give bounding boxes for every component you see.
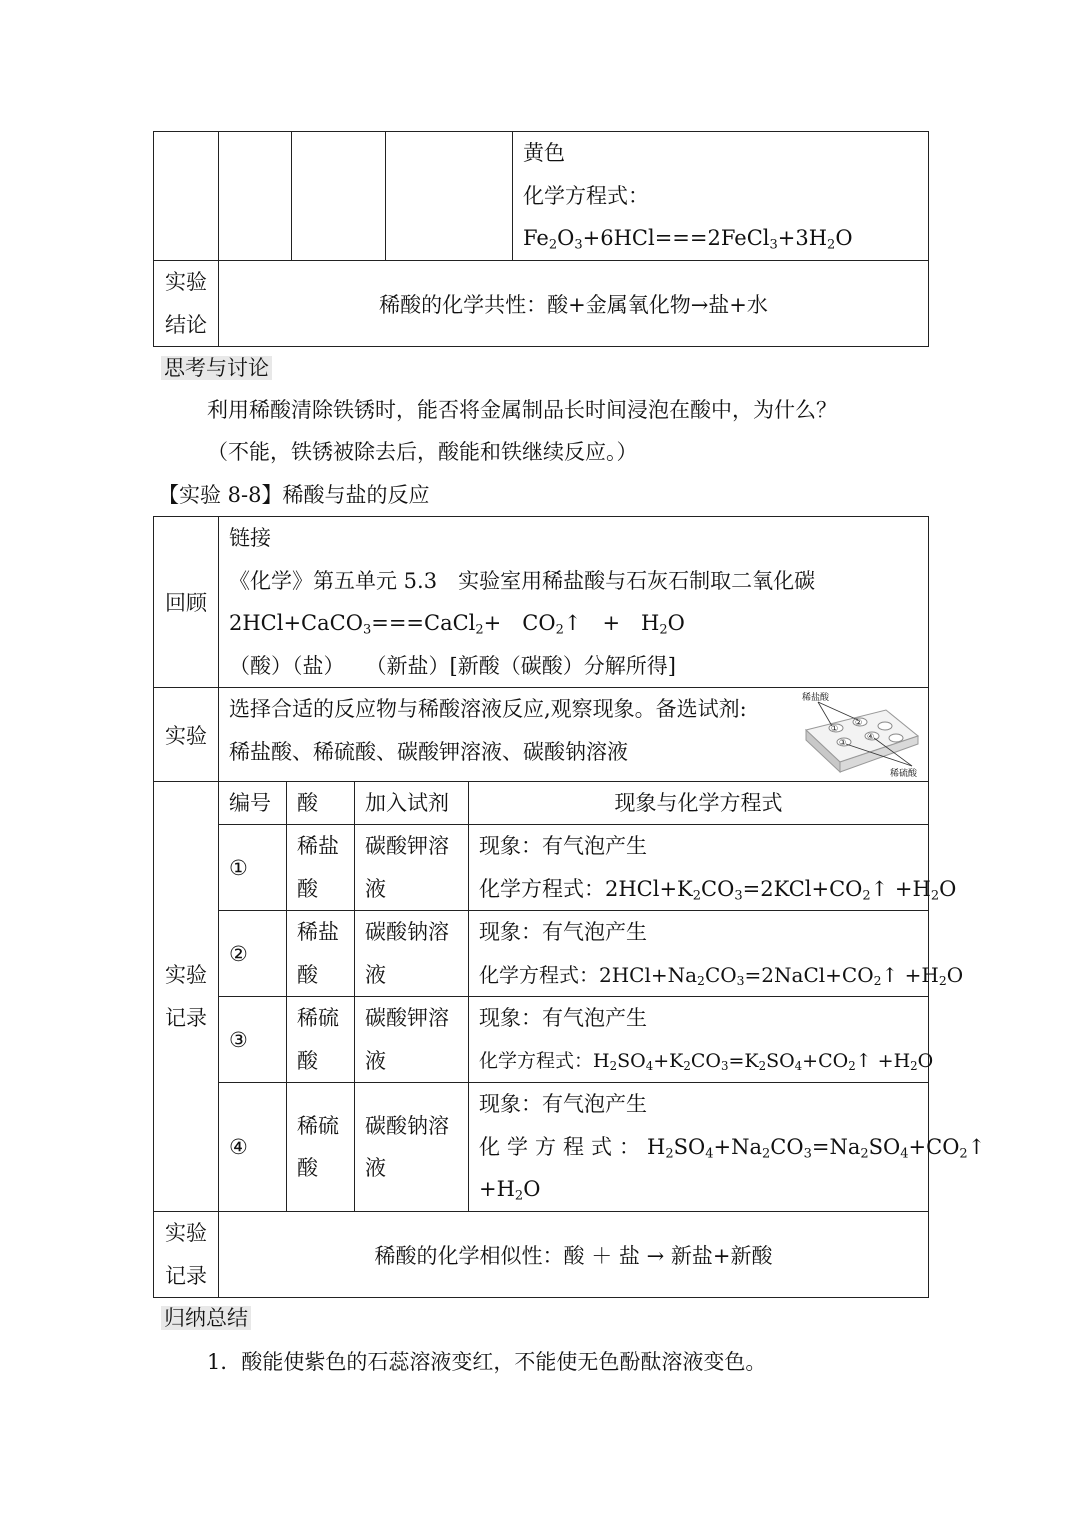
header-reagent: 加入试剂 [355, 782, 469, 825]
row-equation: 化学方程式：$2HCl+K_2CO_3=2KCl+CO_2↑ +H_2O$ [479, 876, 957, 903]
link-text: 链接 [229, 526, 271, 550]
row-equation: 化学方程式：$2HCl+Na_2CO_3=2NaCl+CO_2↑ +H_2O$ [479, 962, 964, 988]
conclusion-text: 稀酸的化学共性：酸+金属氧化物→盐+水 [219, 261, 929, 347]
plate-label-top: 稀盐酸 [802, 693, 830, 703]
empty-cell [154, 132, 219, 261]
review-content [219, 517, 929, 688]
discussion-question: 利用稀酸清除铁锈时，能否将金属制品长时间浸泡在酸中，为什么？ [207, 398, 837, 422]
row-acid: 稀硫 酸 [287, 997, 355, 1083]
row-number: ③ [219, 997, 287, 1083]
header-acid: 酸 [287, 782, 355, 825]
experiment-title: 【实验 8-8】稀酸与盐的反应 [158, 483, 430, 507]
experiment-content [219, 688, 929, 782]
reference-text: 《化学》第五单元 5.3 实验室用稀盐酸与石灰石制取二氧化碳 [229, 568, 816, 593]
experiment-table [153, 516, 986, 1298]
row-reagent: 碳酸钾溶 液 [355, 825, 469, 911]
header-phenomenon: 现象与化学方程式 [469, 782, 929, 825]
plate-label-bottom: 稀硫酸 [890, 769, 918, 778]
experiment-label: 实验 [154, 688, 219, 782]
spot-plate-illustration [800, 692, 924, 778]
summary-label: 实验 记录 [154, 1212, 219, 1298]
table-row [154, 825, 929, 911]
row-acid: 稀盐 酸 [287, 911, 355, 997]
table-row [154, 911, 929, 997]
conclusion-label: 实验 结论 [154, 261, 219, 347]
well-2: ② [855, 718, 863, 727]
table-row [154, 997, 929, 1083]
caco3-equation: 2HCl+CaCO$_3$===CaCl$_2$+ $CO_2↑$ + $H_2O$ [229, 611, 685, 638]
conclusion-item-1: 1．酸能使紫色的石蕊溶液变红，不能使无色酚酞溶液变色。 [207, 1350, 767, 1374]
empty-cell [386, 132, 513, 261]
row-phenomenon: 现象：有气泡产生 化学方程式：$2HCl+Na_2CO_3=2NaCl+CO_2↑ +H_2O$ [469, 911, 929, 997]
equation-note: （酸）（盐） （新盐）[新酸（碳酸）分解所得] [229, 653, 676, 678]
conclusion-heading: 归纳总结 [161, 1306, 251, 1330]
header-number: 编号 [219, 782, 287, 825]
row-phenomenon: 现象：有气泡产生 化学方程式：$H_2SO_4+K_2CO_3=K_2SO_4+CO_2↑ +H_2O$ [469, 997, 929, 1083]
top-table [153, 131, 929, 347]
experiment-instruction: 选择合适的反应物与稀酸溶液反应,观察现象。备选试剂: [229, 697, 747, 721]
well-3: ③ [839, 738, 847, 747]
continuation-cell [513, 132, 929, 261]
record-label: 实验 记录 [154, 782, 219, 1212]
empty-cell [219, 132, 292, 261]
row-equation: 化学方程式：$H_2SO_4+Na_2CO_3=Na_2SO_4+CO_2↑$ [479, 1134, 986, 1161]
reagent-list: 稀盐酸、稀硫酸、碳酸钾溶液、碳酸钠溶液 [229, 739, 628, 764]
row-phenomenon: 现象：有气泡产生 化学方程式：$2HCl+K_2CO_3=2KCl+CO_2↑ +H_2O$ [469, 825, 929, 911]
row-number: ① [219, 825, 287, 911]
row-number: ② [219, 911, 287, 997]
fe2o3-equation: $Fe_2O_3+6HCl===2FeCl_3+3H_2O$ [523, 226, 853, 253]
row-acid: 稀硫 酸 [287, 1083, 355, 1212]
well-1: ① [831, 724, 839, 733]
row-reagent: 碳酸钠溶 液 [355, 911, 469, 997]
table-row [154, 1083, 929, 1212]
equation-label: 化学方程式： [523, 183, 649, 208]
row-equation-cont: $+H_2O$ [479, 1177, 541, 1204]
discussion-heading: 思考与讨论 [161, 356, 272, 380]
row-number: ④ [219, 1083, 287, 1212]
row-phenomenon: 现象：有气泡产生 化学方程式：$H_2SO_4+Na_2CO_3=Na_2SO_4+CO_2↑$ $+H_2O$ [469, 1083, 929, 1212]
summary-text: 稀酸的化学相似性：酸 ＋ 盐 → 新盐+新酸 [219, 1212, 929, 1298]
row-reagent: 碳酸钾溶 液 [355, 997, 469, 1083]
discussion-answer: （不能，铁锈被除去后，酸能和铁继续反应。） [207, 440, 638, 464]
row-acid: 稀盐 酸 [287, 825, 355, 911]
well-4: ④ [867, 732, 875, 741]
review-label: 回顾 [154, 517, 219, 688]
row-reagent: 碳酸钠溶 液 [355, 1083, 469, 1212]
empty-cell [292, 132, 386, 261]
row-equation: 化学方程式：$H_2SO_4+K_2CO_3=K_2SO_4+CO_2↑ +H_2O$ [479, 1049, 934, 1073]
color-text: 黄色 [523, 141, 565, 165]
